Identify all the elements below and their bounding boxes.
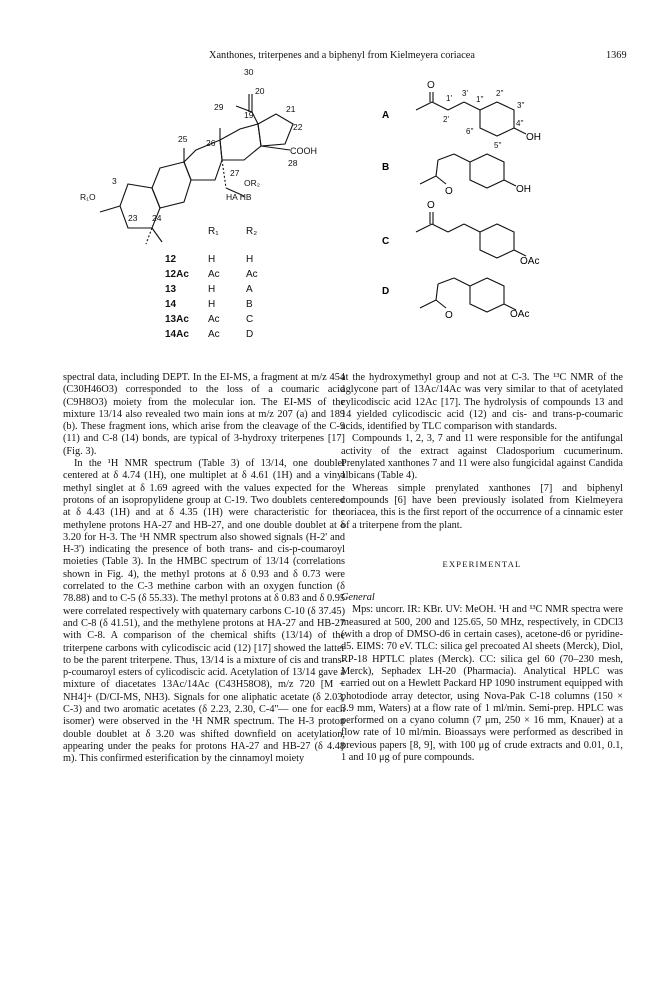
label-c24: 24	[152, 213, 162, 223]
sidechain-b-oxygen: O	[445, 186, 453, 197]
subheading-general: General	[341, 592, 375, 604]
label-c27: 27	[230, 168, 240, 178]
svg-text:Ac: Ac	[246, 269, 258, 280]
sidechain-c-letter: C	[382, 236, 390, 247]
sidechain-a-letter: A	[382, 110, 390, 121]
running-title: Xanthones, triterpenes and a biphenyl from Kielmeyera coriacea	[209, 50, 475, 61]
paragraph-first-report: Whereas simple prenylated xanthones [7] and biphenyl compounds [6] have been previously isolated from Kielmeyera coriacea, this is the first report of the occurrence of a cinnamic ester of a triterpene from the plant.	[341, 482, 623, 531]
svg-text:D: D	[246, 329, 254, 340]
table-row-13ac	[165, 314, 253, 325]
svg-text:H: H	[208, 284, 216, 295]
section-heading-experimental: EXPERIMENTAL	[442, 558, 522, 569]
svg-text:Ac: Ac	[208, 314, 220, 325]
label-c21: 21	[286, 104, 296, 114]
svg-text:C: C	[246, 314, 254, 325]
left-column	[63, 372, 345, 766]
sidechain-d-sub: OAc	[510, 309, 530, 320]
sidechain-a-sub: OH	[526, 132, 541, 143]
chemical-structures-svg	[0, 62, 672, 362]
svg-text:H: H	[208, 254, 216, 265]
svg-text:14: 14	[165, 299, 177, 310]
sidechain-a	[382, 80, 541, 150]
label-c30: 30	[244, 67, 254, 77]
sc-label-o: O	[427, 80, 435, 91]
structure-figure	[0, 62, 672, 362]
sidechain-c	[382, 200, 539, 267]
table-row-14ac	[165, 329, 253, 340]
table-row-13	[165, 284, 253, 295]
label-c26: 26	[206, 138, 216, 148]
sidechain-d-letter: D	[382, 286, 390, 297]
triterpene-labels	[80, 67, 317, 223]
right-column	[341, 372, 623, 764]
sc-label-6pp: 6''	[466, 127, 474, 136]
label-hahb: HA HB	[226, 192, 252, 202]
paragraph-general-methods: Mps: uncorr. IR: KBr. UV: MeOH. ¹H and ¹³C NMR spectra were measured at 500, 200 and 125.65, 50 MHz, respectively, in CDCl3 (with a drop of DMSO-d6 in certain cases), acetone-d6 or pyridine-d5. EIMS: 70 eV. TLC: silica gel precoated Al sheets (Merck), Diol, RP-18 HPTLC plates (Merck). CC: silica gel 60 (70–230 mesh, Merck), Sephadex LH-20 (Pharmacia). Analytical HPLC was carried out on a Hewlett Packard HP 1090 instrument equipped with photodiode array detector, using Nova-Pak C-18 columns (150 × 3.9 mm, Waters) at a flow rate of 1 ml/min. Semi-prep. HPLC was performed on a cyano column (7 μm, 250 × 16 mm, Knauer) at a flow rate of 10 ml/min. Bioassays were performed as described in previous papers [8, 9], with 100 μg of crude extracts and 0.01, 0.1, 1 and 10 μg of pure compounds.	[341, 604, 623, 764]
label-c20: 20	[255, 86, 265, 96]
sc-label-3p: 3'	[462, 89, 468, 98]
paragraph-antifungal: Compounds 1, 2, 3, 7 and 11 were responsible for the antifungal activity of the extract against Cladosporium cucumerinum. Prenylated xanthones 7 and 11 were also fungicidal against Candida albicans (Table 4).	[341, 433, 623, 482]
label-cooh: COOH	[290, 146, 317, 156]
svg-text:12Ac: 12Ac	[165, 269, 189, 280]
table-row-12ac	[165, 269, 258, 280]
table-row-14	[165, 299, 253, 310]
svg-text:13Ac: 13Ac	[165, 314, 189, 325]
label-or2: OR₂	[244, 178, 261, 188]
sc-label-1pp: 1''	[476, 95, 484, 104]
sidechain-c-oxygen: O	[427, 200, 435, 211]
sc-label-3pp: 3''	[517, 101, 525, 110]
svg-text:B: B	[246, 299, 253, 310]
label-c29: 29	[214, 102, 224, 112]
sc-label-4pp: 4''	[516, 119, 524, 128]
paragraph-ms: spectral data, including DEPT. In the EI-MS, a fragment at m/z 454 (C30H46O3) corresponded to the loss of a coumaric acid (C9H8O3) moiety from the molecular ion. The EI-MS of the mixture 13/14 also revealed two main ions at m/z 207 (a) and 189 (b). These fragment ions, which arise from the cleavage of the C-9 (11) and C-8 (14) bonds, are typical of 3-hydroxy triterpenes [17] (Fig. 3).	[63, 372, 345, 457]
paragraph-hydrolysis: at the hydroxymethyl group and not at C-3. The ¹³C NMR of the aglycone part of 13Ac/14Ac was very similar to that of acetylated cylicodiscic acid 12Ac [17]. The hydrolysis of compounds 13 and 14 yielded cylicodiscic acid (12) and cis- and trans-p-coumaric acids, identified by TLC comparison with standards.	[341, 372, 623, 433]
sidechain-b-letter: B	[382, 162, 390, 173]
label-c22: 22	[293, 122, 303, 132]
table-row-12	[165, 254, 253, 265]
svg-text:12: 12	[165, 254, 177, 265]
table-header-r2: R₂	[246, 226, 258, 237]
sc-label-1p: 1'	[446, 94, 452, 103]
svg-text:13: 13	[165, 284, 177, 295]
sidechain-b	[382, 154, 531, 197]
table-header-r1: R₁	[208, 226, 219, 237]
label-c25: 25	[178, 134, 188, 144]
svg-text:A: A	[246, 284, 253, 295]
substituent-table	[165, 226, 258, 340]
svg-text:H: H	[208, 299, 216, 310]
svg-text:H: H	[246, 254, 254, 265]
sidechain-d-oxygen: O	[445, 310, 453, 321]
paragraph-nmr: In the ¹H NMR spectrum (Table 3) of 13/14, one doublet centered at δ 4.74 (1H), one multiplet at δ 4.61 (1H) and a vinyl methyl singlet at δ 1.69 agreed with the values expected for the protons of an isopropylidene group at C-19. Two doublets centered at δ 4.43 (1H) and at δ 4.35 (1H) were characteristic for the methylene protons HA-27 and HB-27, and one double doublet at δ 3.20 for H-3. The ¹H NMR spectrum also showed signals (H-2' and H-3') indicating the presence of both trans- and cis-p-coumaroyl moieties (Table 3). In the HMBC spectrum of 13/14 (correlations shown in Fig. 4), the methyl protons at δ 0.93 and δ 0.73 were correlated to the C-3 methine carbon with an oxygen function (δ 78.88) and to C-5 (δ 55.33). The methyl protons at δ 0.83 and δ 0.95 were correlated respectively with quaternary carbons C-10 (δ 37.45) and C-8 (δ 41.51), and the methylene protons at HA-27 and HB-27 with C-8. A comparison of the chemical shifts (13/14) of the triterpene carbons with cylicodiscic acid (12) [17] showed the latter to be the parent triterpene. Thus, 13/14 is a mixture of cis and trans-p-coumaroyl esters of cylicodiscic acid. Acetylation of 13/14 gave a mixture of diacetates 13Ac/14Ac (C43H58O8), m/z 720 [M + NH4]+ (D/CI-MS, NH3). Signals for one aliphatic acetate (δ 2.03, C-3) and two aromatic acetates (δ 2.23, 2.30, C-4''— one for each isomer) were observed in the ¹H NMR spectrum. The H-3 proton double doublet at δ 3.20 was shifted downfield on acetylation, appearing under the peaks for protons HA-27 and HB-27 (δ 4.48 m). This confirmed esterification by the cinnamoyl moiety	[63, 458, 345, 765]
sc-label-2p: 2'	[443, 115, 449, 124]
label-c3: 3	[112, 176, 117, 186]
label-c23: 23	[128, 213, 138, 223]
label-c28: 28	[288, 158, 298, 168]
svg-text:Ac: Ac	[208, 269, 220, 280]
sc-label-2pp: 2''	[496, 89, 504, 98]
svg-text:14Ac: 14Ac	[165, 329, 189, 340]
label-r1o: R₁O	[80, 192, 96, 202]
page-number: 1369	[606, 50, 627, 61]
sidechain-b-sub: OH	[516, 184, 531, 195]
sidechain-c-sub: OAc	[520, 256, 540, 267]
label-c19: 19	[244, 110, 254, 120]
sc-label-5pp: 5''	[494, 141, 502, 150]
sidechain-d	[382, 278, 529, 321]
svg-text:Ac: Ac	[208, 329, 220, 340]
